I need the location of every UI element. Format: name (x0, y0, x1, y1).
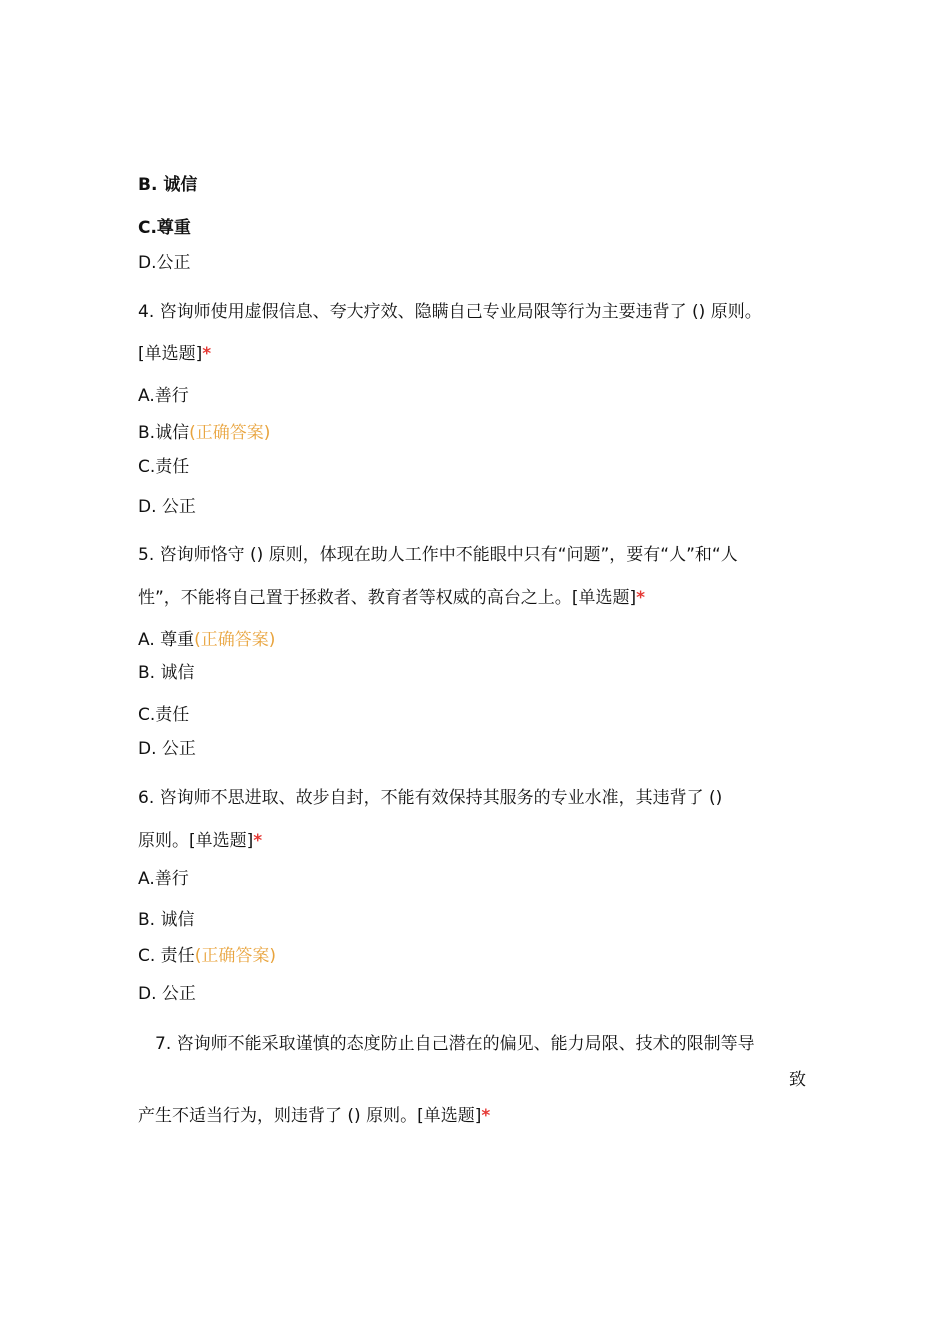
prev-option-c: C.尊重 (138, 218, 191, 238)
q5-text-line1: 5. 咨询师恪守 () 原则，体现在助人工作中不能眼中只有“问题”，要有“人”和“人 (138, 545, 738, 565)
q5-option-c[interactable]: C.责任 (138, 705, 190, 725)
q7-text-line2-content: 产生不适当行为，则违背了 () 原则。 (138, 1106, 418, 1126)
q4-option-c[interactable]: C.责任 (138, 457, 190, 477)
q7-text-line1: 7. 咨询师不能采取谨慎的态度防止自己潜在的偏见、能力局限、技术的限制等导 (155, 1034, 755, 1054)
prev-option-d: D.公正 (138, 253, 191, 273)
q6-option-b[interactable]: B. 诚信 (138, 910, 195, 930)
q6-option-c-label: C. 责任 (138, 946, 195, 966)
q5-option-a[interactable] (138, 628, 275, 652)
q6-correct-answer-tag: (正确答案) (194, 946, 276, 966)
q7-text-line2 (138, 1104, 490, 1128)
q6-option-c[interactable] (138, 944, 276, 968)
q6-text-line2-content: 原则。 (138, 831, 189, 851)
q5-option-a-label: A. 尊重 (138, 630, 195, 650)
q4-correct-answer-tag: (正确答案) (189, 423, 271, 443)
q6-text-line1: 6. 咨询师不思进取、故步自封，不能有效保持其服务的专业水准，其违背了 () (138, 788, 723, 808)
q5-correct-answer-tag: (正确答案) (194, 630, 276, 650)
q6-type: [单选题] (189, 831, 254, 851)
q5-required-mark: * (636, 588, 645, 608)
q7-type: [单选题] (417, 1106, 482, 1126)
q5-option-b[interactable]: B. 诚信 (138, 663, 195, 683)
q5-text-line2-content: 性”，不能将自己置于拯救者、教育者等权威的高台之上。 (138, 588, 572, 608)
q7-text-line1-tail: 致 (789, 1070, 806, 1090)
q5-option-d[interactable]: D. 公正 (138, 739, 196, 759)
q6-option-a[interactable]: A.善行 (138, 869, 189, 889)
q4-option-b-label: B.诚信 (138, 423, 190, 443)
q4-text: 4. 咨询师使用虚假信息、夸大疗效、隐瞒自己专业局限等行为主要违背了 () 原则。 (138, 302, 762, 322)
q7-required-mark: * (481, 1106, 491, 1126)
prev-option-b: B. 诚信 (138, 175, 198, 195)
q4-type-line (138, 342, 211, 366)
q6-required-mark: * (253, 831, 263, 851)
q5-text-line2 (138, 586, 645, 610)
q6-option-d[interactable]: D. 公正 (138, 984, 196, 1004)
q4-type: [单选题] (138, 344, 203, 364)
q5-type: [单选题] (571, 588, 637, 608)
q6-text-line2 (138, 829, 262, 853)
q4-option-b[interactable] (138, 421, 270, 445)
q4-required-mark: * (202, 344, 212, 364)
q4-option-a[interactable]: A.善行 (138, 386, 189, 406)
q4-option-d[interactable]: D. 公正 (138, 497, 196, 517)
